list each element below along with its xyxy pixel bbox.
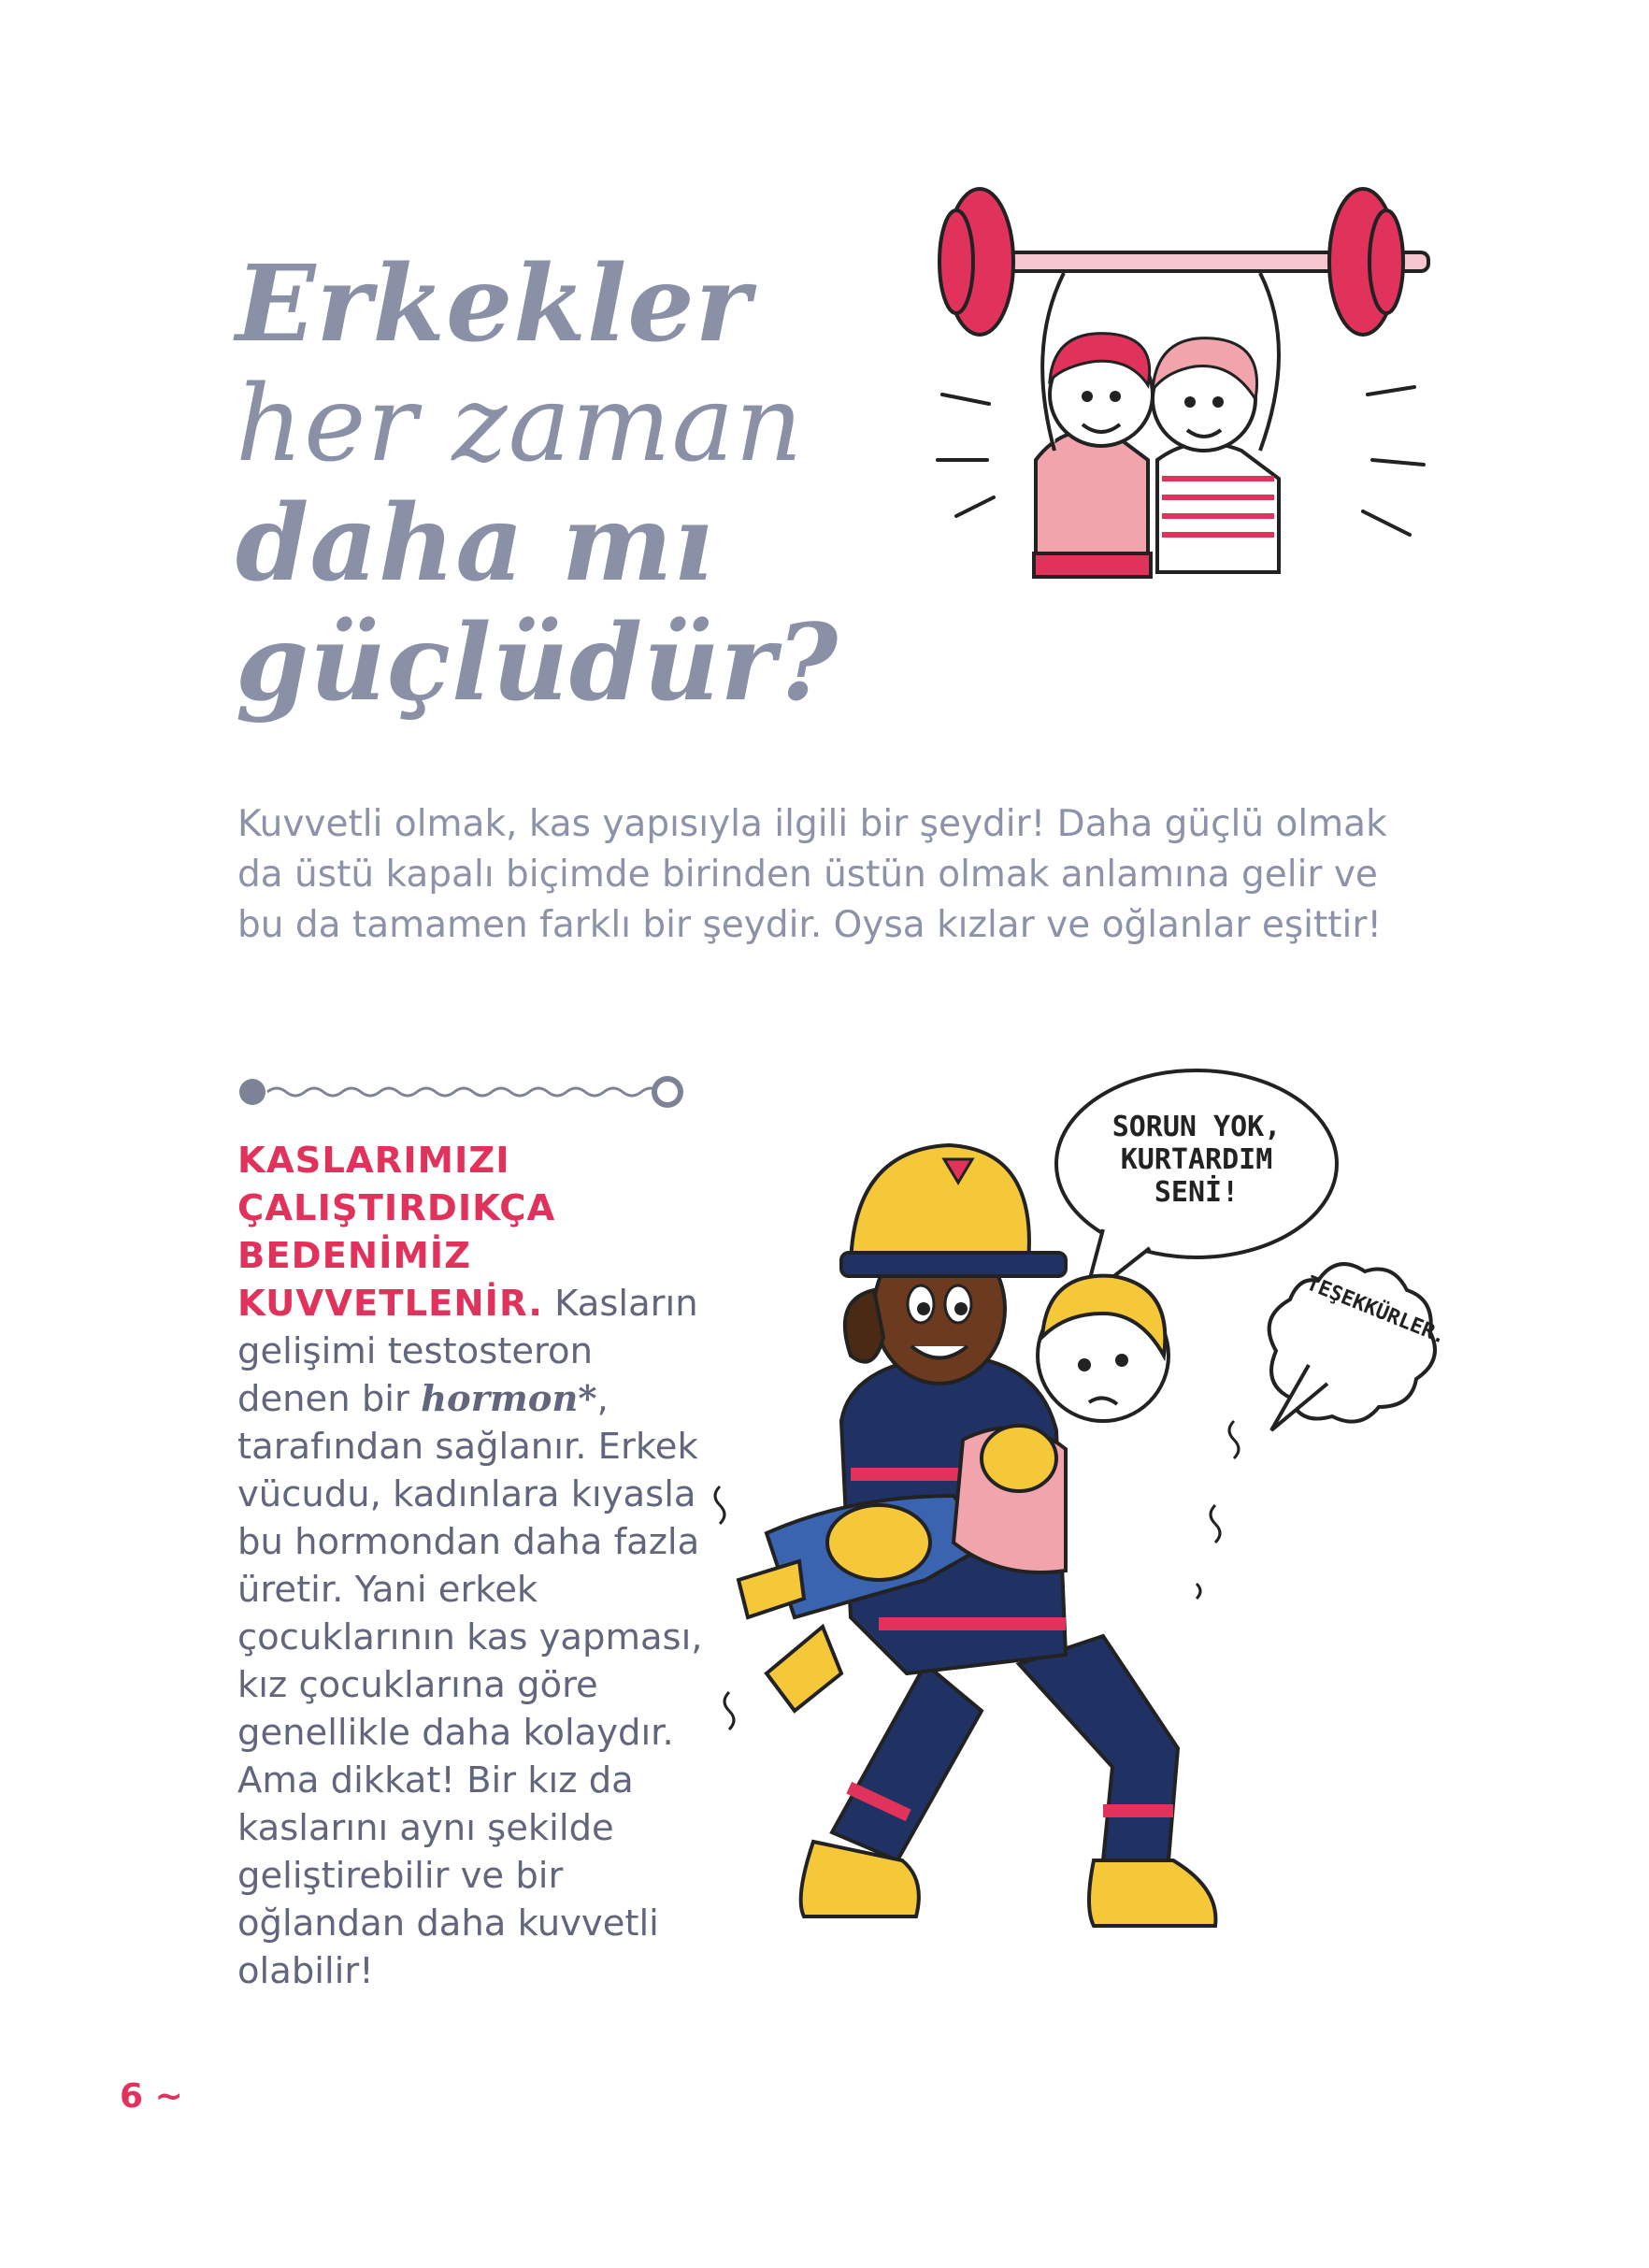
bubble1-line2: KURTARDIM bbox=[1120, 1143, 1273, 1176]
section-lead-line-3: BEDENİMİZ bbox=[237, 1235, 472, 1277]
section-text-after-term: , tarafından sağlanır. Erkek vücudu, kadınlara kıyasla bu hormondan daha fazla üretir. Yani erkek çocuklarının kas yapması, kız çocuklarına göre genellikle daha kolaydır. Ama dikkat! Bir kız da kaslarını aynı şekilde geliştirebilir ve bir oğlandan daha kuvvetli olabilir! bbox=[237, 1378, 703, 1992]
title-line-4: güçlüdür? bbox=[236, 602, 839, 725]
section-lead-line-1: KASLARIMIZI bbox=[237, 1140, 510, 1182]
glossary-term-hormon[interactable]: hormon* bbox=[421, 1378, 597, 1420]
title-line-1: Erkekler bbox=[236, 243, 752, 366]
intro-paragraph: Kuvvetli olmak, kas yapısıyla ilgili bir şeydir! Daha güçlü olmak da üstü kapalı biçimde birinden üstün olmak anlamına gelir ve bu da tamamen farklı bir şeydir. Oysa kızlar ve oğlanlar eşittir! bbox=[237, 803, 1387, 946]
title-line-2: her zaman bbox=[236, 364, 804, 485]
section-lead-line-4: KUVVETLENİR. bbox=[237, 1283, 543, 1325]
page-title bbox=[236, 245, 839, 724]
bubble1-line1: SORUN YOK, bbox=[1111, 1111, 1282, 1143]
muscle-section-text bbox=[237, 1137, 705, 1995]
bubble1-line3: SENİ! bbox=[1154, 1176, 1240, 1209]
firefighter-carrying-child-illustration bbox=[710, 1056, 1458, 1991]
title-line-3: daha mı bbox=[236, 482, 714, 605]
page-number: 6 ~ bbox=[120, 2077, 183, 2116]
kids-lifting-barbell-illustration bbox=[924, 179, 1447, 591]
wavy-divider bbox=[236, 1073, 703, 1111]
section-lead-line-2: ÇALIŞTIRDIKÇA bbox=[237, 1187, 556, 1229]
bubble2-text: TEŞEKKÜRLER. bbox=[1302, 1271, 1450, 1350]
section-text-before-term: Kasların gelişimi testosteron denen bir bbox=[237, 1283, 698, 1420]
